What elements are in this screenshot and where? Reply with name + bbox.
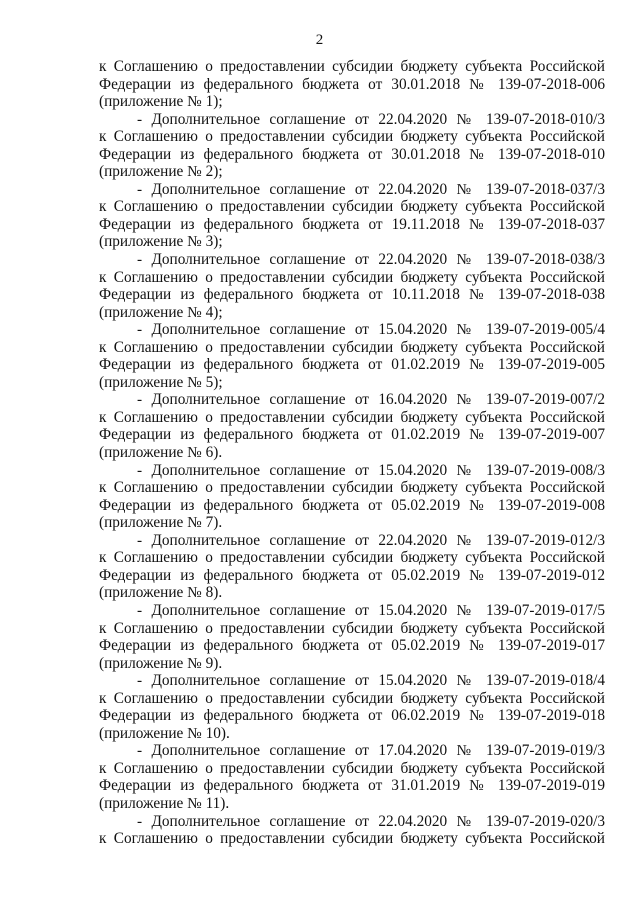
text-line: к Соглашению о предоставлении субсидии бюджету субъекта Российской [99,479,605,497]
paragraph-first-line: - Дополнительное соглашение от 22.04.2020 № 139-07-2018-038/3 [137,251,605,269]
text-line: к Соглашению о предоставлении субсидии бюджету субъекта Российской [99,58,605,75]
text-line: к Соглашению о предоставлении субсидии бюджету субъекта Российской [99,268,605,286]
text-line: к Соглашению о предоставлении субсидии бюджету субъекта Российской [99,198,605,216]
text-line: (приложение № 9). [99,654,223,672]
text-line: Федерации из федерального бюджета от 19.11.2018 № 139-07-2018-037 [99,215,605,233]
text-line: к Соглашению о предоставлении субсидии бюджету субъекта Российской [99,549,605,567]
text-line: к Соглашению о предоставлении субсидии бюджету субъекта Российской [99,830,605,848]
text-line: (приложение № 3); [99,233,223,251]
text-line: Федерации из федерального бюджета от 05.02.2019 № 139-07-2019-008 [99,496,605,514]
paragraph-first-line: - Дополнительное соглашение от 15.04.2020 № 139-07-2019-005/4 [137,321,605,339]
paragraph-first-line: - Дополнительное соглашение от 22.04.2020 № 139-07-2018-037/3 [137,180,605,198]
text-line: (приложение № 4); [99,303,223,321]
text-line: к Соглашению о предоставлении субсидии бюджету субъекта Российской [99,619,605,637]
text-line: Федерации из федерального бюджета от 05.02.2019 № 139-07-2019-012 [99,566,605,584]
paragraph-first-line: - Дополнительное соглашение от 16.04.2020 № 139-07-2019-007/2 [137,391,605,409]
text-line: к Соглашению о предоставлении субсидии бюджету субъекта Российской [99,128,605,146]
paragraph-first-line: - Дополнительное соглашение от 22.04.2020 № 139-07-2018-010/3 [137,110,605,128]
text-line: Федерации из федерального бюджета от 31.01.2019 № 139-07-2019-019 [99,777,605,795]
text-line: (приложение № 10). [99,724,230,742]
paragraph-first-line: - Дополнительное соглашение от 15.04.2020 № 139-07-2019-017/5 [137,601,605,619]
text-line: к Соглашению о предоставлении субсидии бюджету субъекта Российской [99,759,605,777]
paragraph-first-line: - Дополнительное соглашение от 22.04.2020 № 139-07-2019-012/3 [137,531,605,549]
text-line: Федерации из федерального бюджета от 30.01.2018 № 139-07-2018-010 [99,145,605,163]
text-line: Федерации из федерального бюджета от 01.02.2019 № 139-07-2019-005 [99,356,605,374]
paragraph-first-line: - Дополнительное соглашение от 15.04.2020 № 139-07-2019-018/4 [137,672,605,690]
text-line: к Соглашению о предоставлении субсидии бюджету субъекта Российской [99,338,605,356]
text-line: Федерации из федерального бюджета от 30.01.2018 № 139-07-2018-006 [99,75,605,93]
text-line: Федерации из федерального бюджета от 06.02.2019 № 139-07-2019-018 [99,707,605,725]
text-line: (приложение № 11). [99,794,230,812]
document-body [99,58,605,848]
text-line: (приложение № 7). [99,514,223,532]
paragraph-first-line: - Дополнительное соглашение от 15.04.2020 № 139-07-2019-008/3 [137,461,605,479]
text-line: к Соглашению о предоставлении субсидии бюджету субъекта Российской [99,689,605,707]
text-line: (приложение № 1); [99,93,223,111]
paragraph-first-line: - Дополнительное соглашение от 22.04.2020 № 139-07-2019-020/3 [137,812,605,830]
text-line: Федерации из федерального бюджета от 10.11.2018 № 139-07-2018-038 [99,286,605,304]
text-line: (приложение № 8). [99,584,223,602]
text-line: (приложение № 2); [99,163,223,181]
text-line: к Соглашению о предоставлении субсидии бюджету субъекта Российской [99,408,605,426]
text-line: Федерации из федерального бюджета от 01.02.2019 № 139-07-2019-007 [99,426,605,444]
text-line: (приложение № 5); [99,373,223,391]
paragraph-first-line: - Дополнительное соглашение от 17.04.2020 № 139-07-2019-019/3 [137,742,605,760]
text-line: Федерации из федерального бюджета от 05.02.2019 № 139-07-2019-017 [99,637,605,655]
text-line: (приложение № 6). [99,444,223,462]
page-number: 2 [315,32,324,48]
